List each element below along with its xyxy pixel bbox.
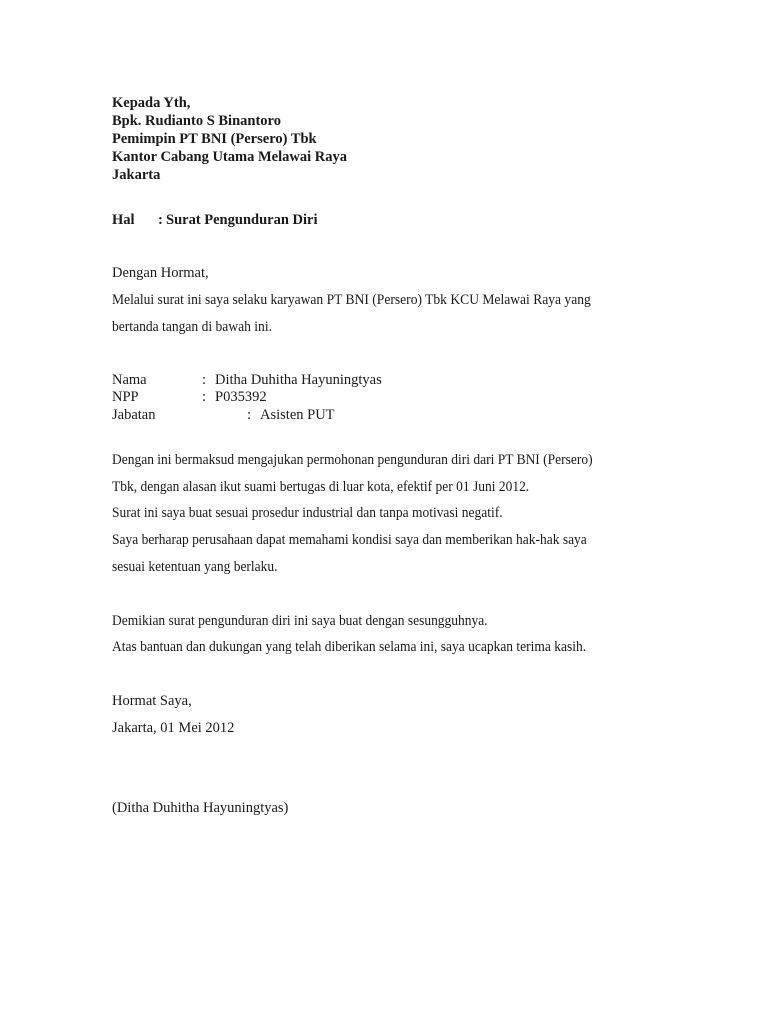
body-line-3: Surat ini saya buat sesuai prosedur industrial dan tanpa motivasi negatif.	[112, 505, 503, 521]
recipient-line-1: Kepada Yth,	[112, 95, 191, 111]
closing-line-1: Demikian surat pengunduran diri ini saya buat dengan sesungguhnya.	[112, 613, 488, 629]
name-value: Ditha Duhitha Hayuningtyas	[215, 372, 382, 388]
npp-label: NPP	[112, 389, 139, 405]
place-date: Jakarta, 01 Mei 2012	[112, 720, 235, 736]
name-separator: :	[202, 372, 207, 388]
recipient-line-2: Bpk. Rudianto S Binantoro	[112, 113, 281, 129]
position-label: Jabatan	[112, 407, 156, 423]
body-line-1: Dengan ini bermaksud mengajukan permohonan pengunduran diri dari PT BNI (Persero)	[112, 452, 593, 468]
intro-line-1: Melalui surat ini saya selaku karyawan PT BNI (Persero) Tbk KCU Melawai Raya yang	[112, 292, 591, 308]
name-label: Nama	[112, 372, 147, 388]
position-value: Asisten PUT	[260, 407, 335, 423]
subject-label: Hal	[112, 212, 135, 228]
body-line-4: Saya berharap perusahaan dapat memahami kondisi saya dan memberikan hak-hak saya	[112, 532, 587, 548]
recipient-line-3: Pemimpin PT BNI (Persero) Tbk	[112, 131, 317, 147]
greeting: Dengan Hormat,	[112, 265, 209, 281]
subject-separator: :	[158, 212, 163, 228]
closing-line-2: Atas bantuan dan dukungan yang telah diberikan selama ini, saya ucapkan terima kasih.	[112, 639, 587, 655]
body-line-2: Tbk, dengan alasan ikut suami bertugas di luar kota, efektif per 01 Juni 2012.	[112, 479, 530, 495]
body-line-5: sesuai ketentuan yang berlaku.	[112, 559, 278, 575]
intro-line-2: bertanda tangan di bawah ini.	[112, 319, 273, 335]
recipient-line-4: Kantor Cabang Utama Melawai Raya	[112, 149, 347, 165]
npp-value: P035392	[215, 389, 267, 405]
npp-separator: :	[202, 389, 207, 405]
regards: Hormat Saya,	[112, 693, 192, 709]
recipient-line-5: Jakarta	[112, 167, 161, 183]
subject-value: Surat Pengunduran Diri	[166, 212, 318, 228]
position-separator: :	[247, 407, 252, 423]
signatory-name: (Ditha Duhitha Hayuningtyas)	[112, 800, 289, 816]
